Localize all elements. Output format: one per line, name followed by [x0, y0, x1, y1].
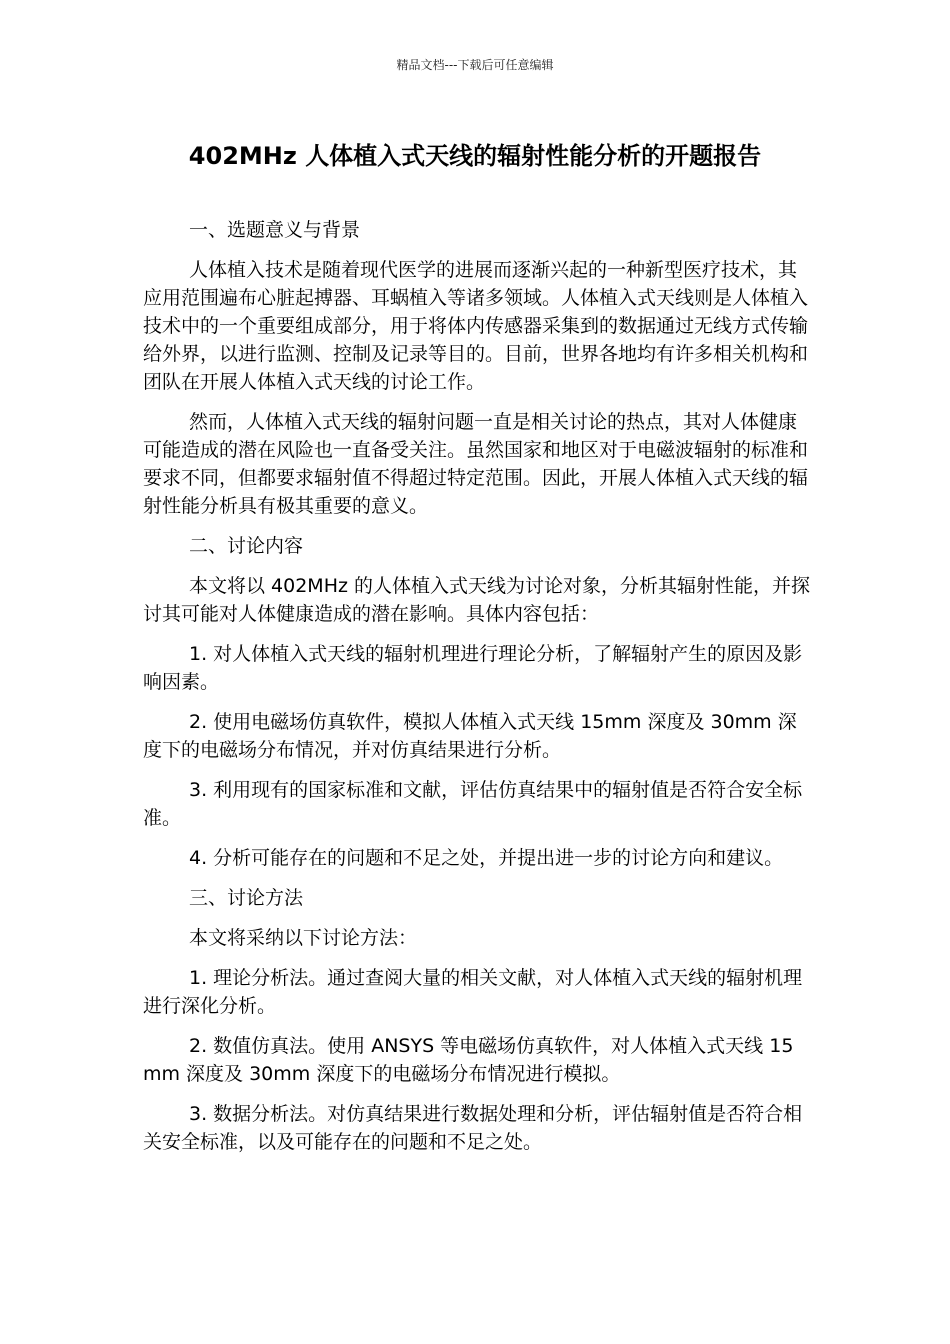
section-heading-background: 一、选题意义与背景	[189, 219, 361, 241]
paragraph-background-1: 人体植入技术是随着现代医学的进展而逐渐兴起的一种新型医疗技术，其应用范围遍布心脏起搏器、耳蜗植入等诸多领域。人体植入式天线则是人体植入技术中的一个重要组成部分，用于将体内传感器采集到的数据通过无线方式传输给外界，以进行监测、控制及记录等目的。目前，世界各地均有许多相关机构和团队在开展人体植入式天线的讨论工作。	[143, 259, 809, 393]
paragraph-methods-intro: 本文将采纳以下讨论方法：	[189, 927, 418, 949]
list-item-content-4: 4. 分析可能存在的问题和不足之处，并提出进一步的讨论方向和建议。	[189, 847, 784, 869]
document-title: 402MHz 人体植入式天线的辐射性能分析的开题报告	[188, 142, 762, 170]
list-item-method-1: 1. 理论分析法。通过查阅大量的相关文献，对人体植入式天线的辐射机理进行深化分析。	[143, 967, 803, 1017]
section-heading-methods: 三、讨论方法	[189, 887, 304, 909]
list-item-method-3: 3. 数据分析法。对仿真结果进行数据处理和分析，评估辐射值是否符合相关安全标准，以及可能存在的问题和不足之处。	[143, 1103, 803, 1153]
list-item-method-2: 2. 数值仿真法。使用 ANSYS 等电磁场仿真软件，对人体植入式天线 15mm 深度及 30mm 深度下的电磁场分布情况进行模拟。	[143, 1035, 794, 1085]
section-heading-content: 二、讨论内容	[189, 535, 304, 557]
paragraph-content-intro: 本文将以 402MHz 的人体植入式天线为讨论对象，分析其辐射性能，并探讨其可能对人体健康造成的潜在影响。具体内容包括：	[143, 575, 810, 625]
header-note: 精品文档---下载后可任意编辑	[396, 58, 554, 72]
list-item-content-1: 1. 对人体植入式天线的辐射机理进行理论分析，了解辐射产生的原因及影响因素。	[143, 643, 803, 693]
document-body	[143, 216, 811, 1168]
list-item-content-3: 3. 利用现有的国家标准和文献，评估仿真结果中的辐射值是否符合安全标准。	[143, 779, 803, 829]
list-item-content-2: 2. 使用电磁场仿真软件，模拟人体植入式天线 15mm 深度及 30mm 深度下的电磁场分布情况，并对仿真结果进行分析。	[143, 711, 797, 761]
paragraph-background-2: 然而，人体植入式天线的辐射问题一直是相关讨论的热点，其对人体健康可能造成的潜在风险也一直备受关注。虽然国家和地区对于电磁波辐射的标准和要求不同，但都要求辐射值不得超过特定范围。因此，开展人体植入式天线的辐射性能分析具有极其重要的意义。	[143, 411, 809, 517]
